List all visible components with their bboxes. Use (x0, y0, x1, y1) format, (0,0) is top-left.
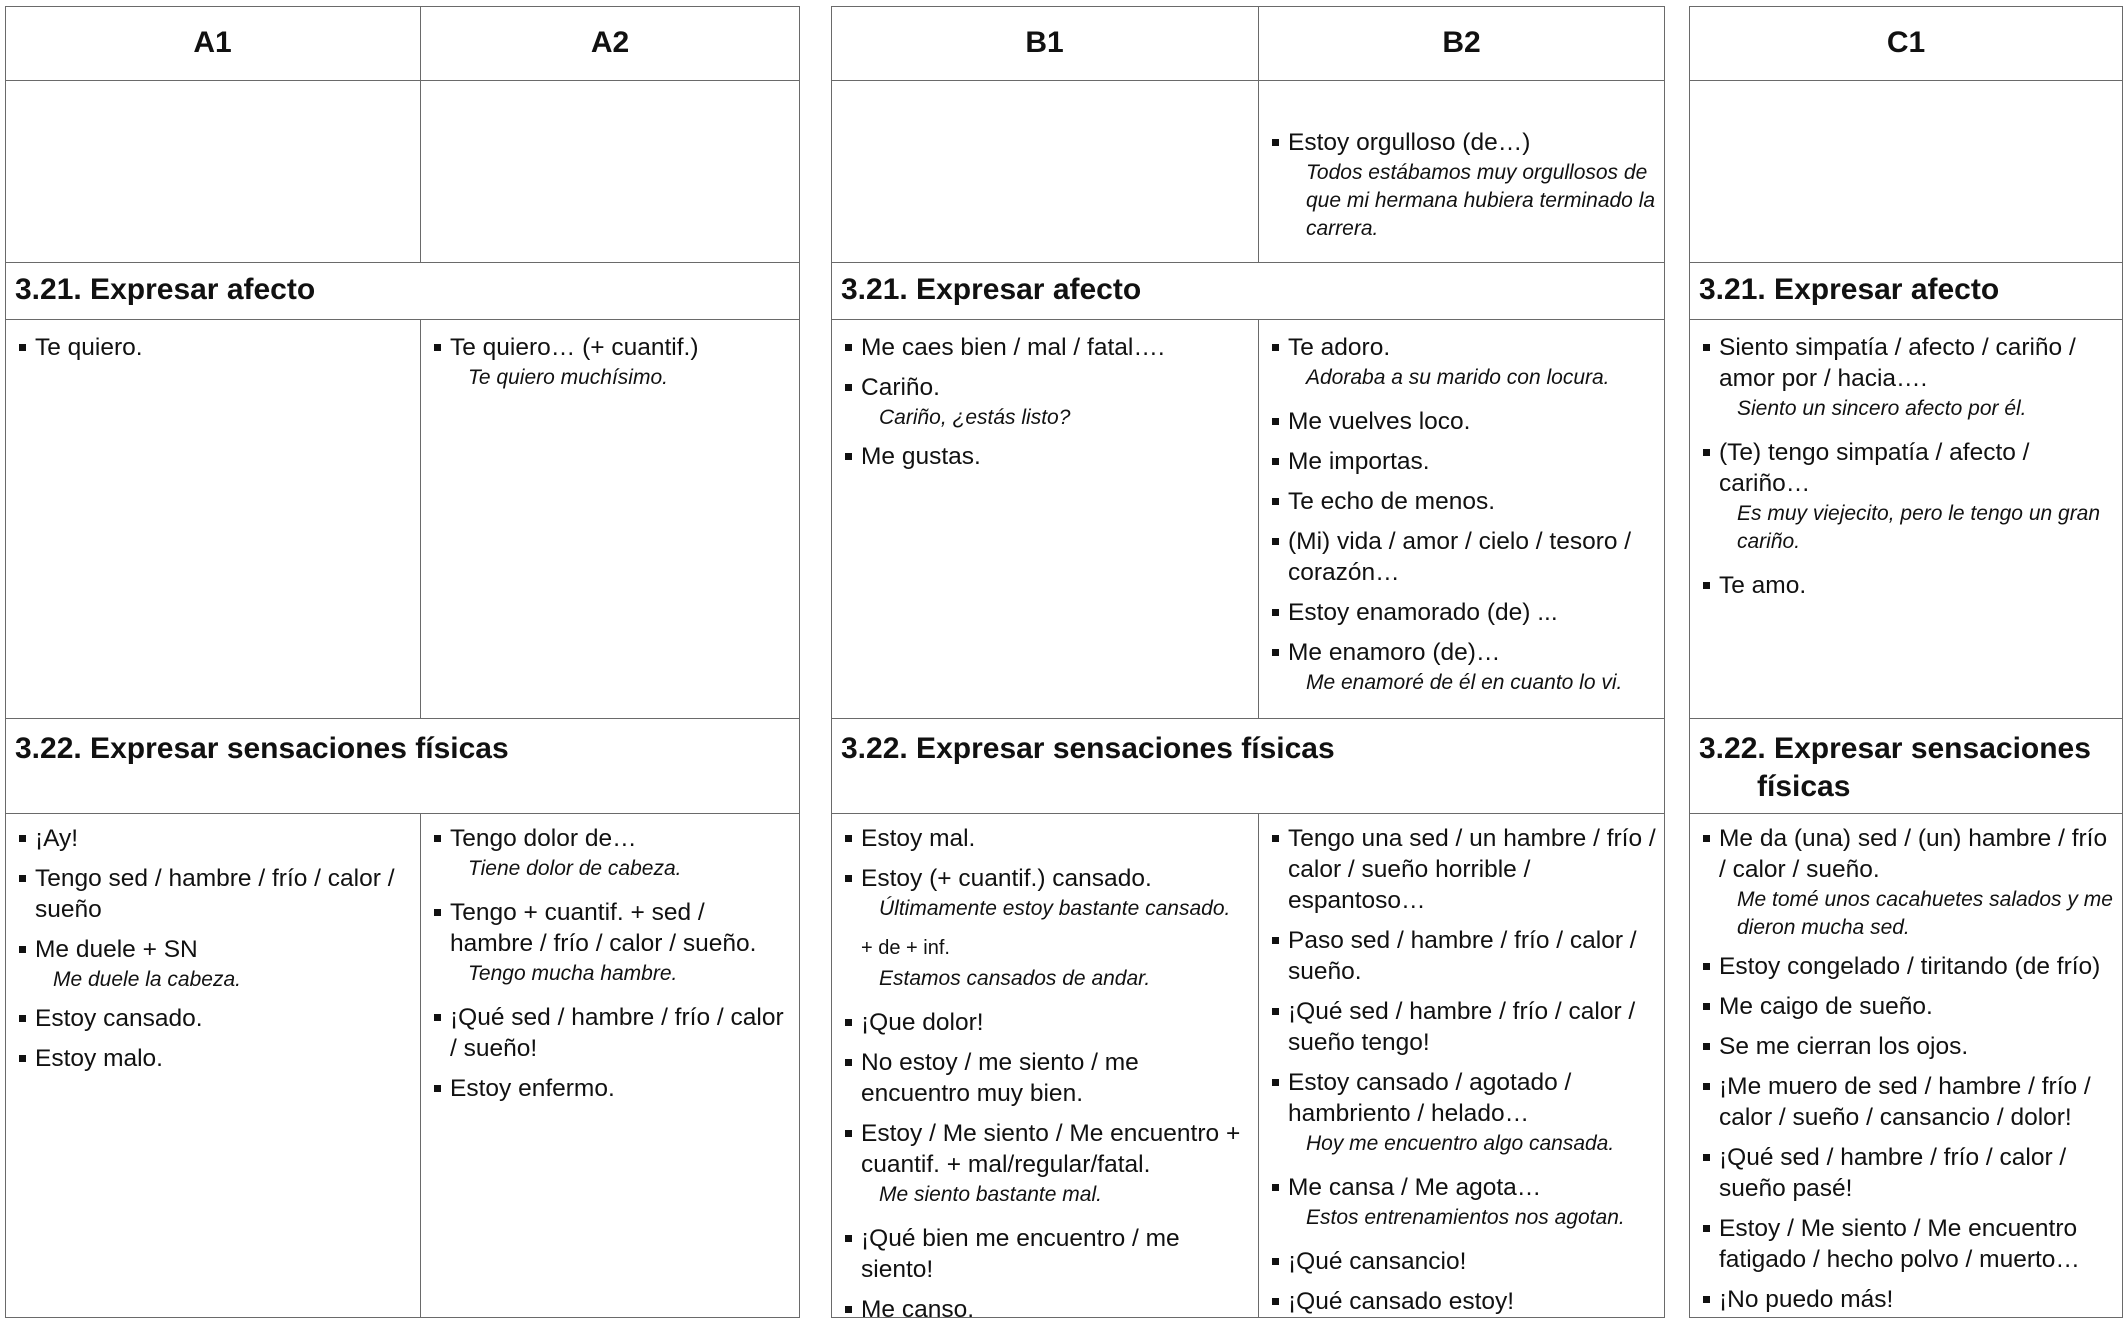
sec322-b2-cell (1258, 813, 1665, 1326)
list-item: Tengo una sed / un hambre / frío / calor / sueño horrible / espantoso… (1270, 823, 1657, 916)
list-item: Tengo sed / hambre / frío / calor / sueño (17, 863, 412, 925)
sec321-b1-cell (831, 319, 1258, 481)
sec322-a2-cell (420, 813, 800, 1113)
section-title-322-c-line2: físicas (1757, 770, 1851, 803)
list-item: Estoy (+ cuantif.) cansado. Últimamente estoy bastante cansado. (843, 863, 1250, 923)
header-b2: B2 (1442, 26, 1481, 59)
list-item: ¡Que dolor! (843, 1007, 1250, 1038)
list-item: No estoy / me siento / me encuentro muy bien. (843, 1047, 1250, 1109)
list-item: ¡No puedo más! (1701, 1284, 2115, 1315)
header-rule-a (5, 80, 800, 81)
list-item: Estoy mal. (843, 823, 1250, 854)
list-item: Se me cierran los ojos. (1701, 1031, 2115, 1062)
list-item: Estoy / Me siento / Me encuentro fatigado / hecho polvo / muerto… (1701, 1213, 2115, 1275)
list-item: Estoy cansado / agotado / hambriento / helado… Hoy me encuentro algo cansada. (1270, 1067, 1657, 1158)
sec322-b1-cell (831, 813, 1258, 1334)
list-item: ¡Qué cansado estoy! (1270, 1286, 1657, 1317)
header-rule-c (1689, 80, 2123, 81)
list-item: Estoy orgulloso (de…) Todos estábamos muy orgullosos de que mi hermana hubiera terminado la carrera. (1270, 127, 1657, 243)
section-title-322-b: 3.22. Expresar sensaciones físicas (841, 732, 1335, 765)
list-item: Me caes bien / mal / fatal…. (843, 332, 1250, 363)
list-item: ¡Ay! (17, 823, 412, 854)
list-item: ¡Qué cansancio! (1270, 1246, 1657, 1277)
header-a1: A1 (193, 26, 232, 59)
list-item: Te adoro. Adoraba a su marido con locura. (1270, 332, 1657, 392)
sec321-a2-cell (420, 319, 800, 401)
section-title-321-a: 3.21. Expresar afecto (15, 273, 316, 306)
list-item: Te echo de menos. (1270, 486, 1657, 517)
list-item: ¡Me muero de sed / hambre / frío / calor / sueño / cansancio / dolor! (1701, 1071, 2115, 1133)
sec321-b2-cell (1258, 319, 1665, 706)
list-item: Cariño. Cariño, ¿estás listo? (843, 372, 1250, 432)
sec321-c1-cell (1689, 319, 2123, 610)
list-item: Me enamoro (de)… Me enamoré de él en cuanto lo vi. (1270, 637, 1657, 697)
list-item: (Te) tengo simpatía / afecto / cariño… Es muy viejecito, pero le tengo un gran cariño. (1701, 437, 2115, 556)
sec321-a1-cell (5, 319, 420, 372)
list-item: ¡Qué sed / hambre / frío / calor / sueño tengo! (1270, 996, 1657, 1058)
list-item: Estoy enfermo. (432, 1073, 792, 1104)
header-rule-b (831, 80, 1665, 81)
section-title-322-c-line1: 3.22. Expresar sensaciones (1699, 732, 2091, 765)
header-c1: C1 (1886, 26, 1926, 59)
list-item: Me da (una) sed / (un) hambre / frío / calor / sueño. Me tomé unos cacahuetes salados y me dieron mucha sed. (1701, 823, 2115, 942)
list-item: Estoy malo. (17, 1043, 412, 1074)
list-item: Me canso. (843, 1294, 1250, 1325)
list-item: Me duele + SN Me duele la cabeza. (17, 934, 412, 994)
list-item: ¡Qué sed / hambre / frío / calor / sueño pasé! (1701, 1142, 2115, 1204)
list-item: Me importas. (1270, 446, 1657, 477)
sec322-a1-cell (5, 813, 420, 1083)
list-item: ¡Qué bien me encuentro / me siento! (843, 1223, 1250, 1285)
section-title-322-a: 3.22. Expresar sensaciones físicas (15, 732, 509, 765)
list-item: Estoy congelado / tiritando (de frío) (1701, 951, 2115, 982)
list-item: Me cansa / Me agota… Estos entrenamientos nos agotan. (1270, 1172, 1657, 1232)
list-item: Te quiero. (17, 332, 412, 363)
list-item: Paso sed / hambre / frío / calor / sueño. (1270, 925, 1657, 987)
list-item: Me vuelves loco. (1270, 406, 1657, 437)
list-item: Siento simpatía / afecto / cariño / amor por / hacia…. Siento un sincero afecto por él. (1701, 332, 2115, 423)
section-title-321-c: 3.21. Expresar afecto (1699, 273, 2000, 306)
list-item: ¡Qué sed / hambre / frío / calor / sueño! (432, 1002, 792, 1064)
list-item: Te amo. (1701, 570, 2115, 601)
list-item: Estoy cansado. (17, 1003, 412, 1034)
section-title-321-b: 3.21. Expresar afecto (841, 273, 1142, 306)
top-b2-cell (1258, 120, 1665, 252)
list-item: Estoy / Me siento / Me encuentro + cuantif. + mal/regular/fatal. Me siento bastante mal. (843, 1118, 1250, 1209)
list-item: Tengo + cuantif. + sed / hambre / frío / calor / sueño. Tengo mucha hambre. (432, 897, 792, 988)
section-title-322-c (1689, 718, 2123, 813)
list-item: Me caigo de sueño. (1701, 991, 2115, 1022)
header-b1: B1 (1025, 26, 1064, 59)
list-item: + de + inf. Estamos cansados de andar. (861, 937, 1151, 990)
header-a2: A2 (590, 26, 630, 59)
list-item: Tengo dolor de… Tiene dolor de cabeza. (432, 823, 792, 883)
list-item: Te quiero… (+ cuantif.) Te quiero muchísimo. (432, 332, 792, 392)
sec322-c1-cell (1689, 813, 2123, 1324)
list-item: (Mi) vida / amor / cielo / tesoro / corazón… (1270, 526, 1657, 588)
panel-a-levels (5, 6, 800, 1318)
list-item: Me gustas. (843, 441, 1250, 472)
list-item: Estoy enamorado (de) ... (1270, 597, 1657, 628)
